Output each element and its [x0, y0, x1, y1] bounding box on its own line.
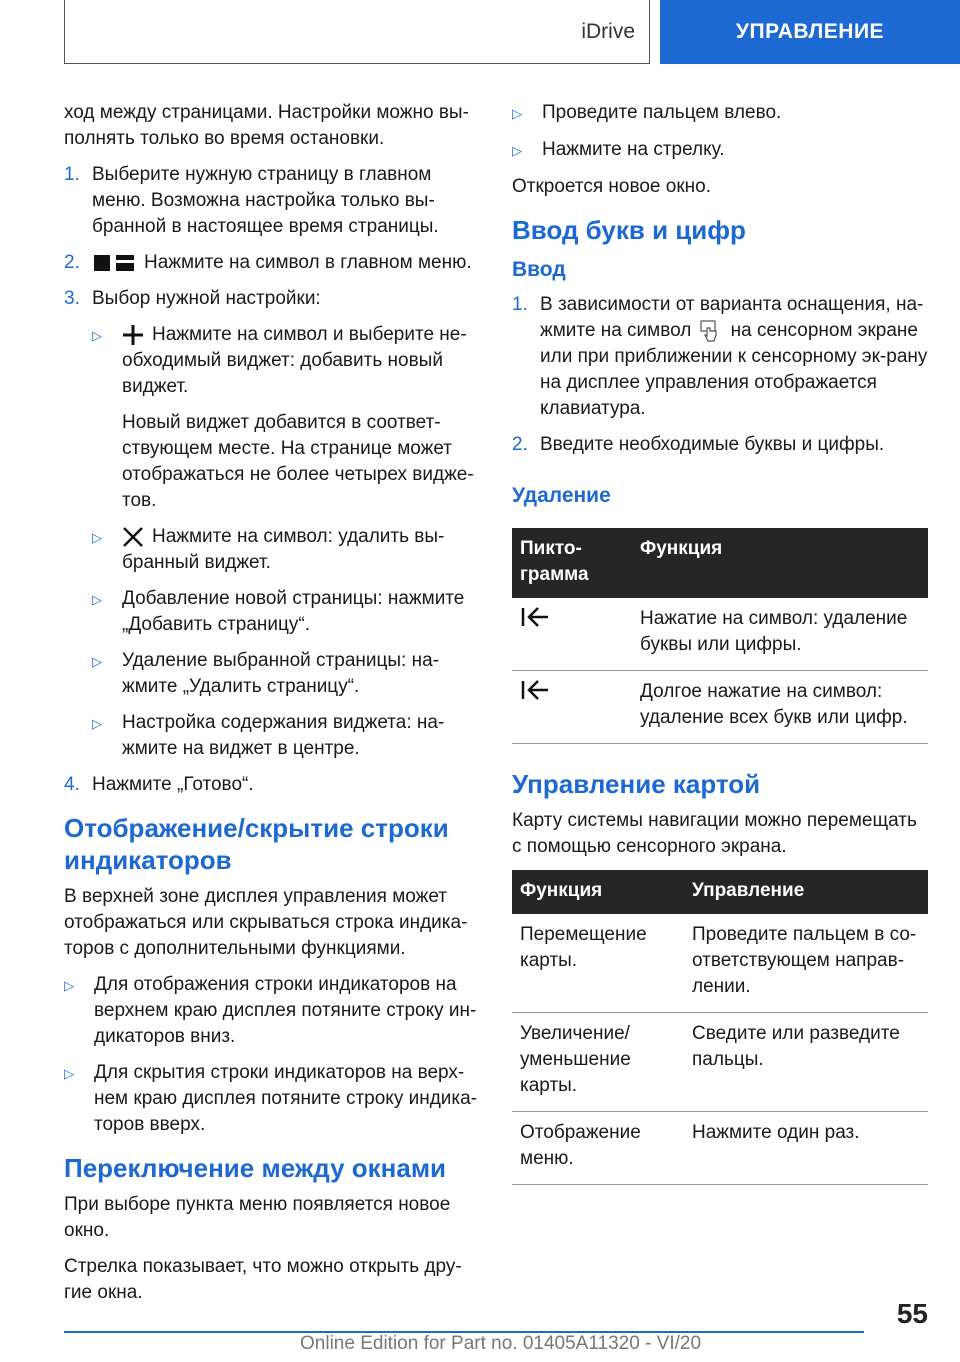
bullet-swipe-left: [512, 100, 928, 127]
step-text: Нажмите „Готово“.: [92, 774, 254, 795]
bullet-show-status: [64, 972, 482, 1050]
triangle-bullet-icon: ▷: [92, 328, 102, 343]
bullet-add-widget: [92, 322, 482, 400]
table-cell: Долгое нажатие на символ: удаление всех букв или цифр.: [632, 671, 928, 744]
col-header-function: Функция: [512, 870, 684, 914]
table-row: [512, 598, 928, 671]
subheading-vvod: Ввод: [512, 258, 566, 281]
backspace-icon: [520, 679, 550, 701]
bullet-text: Нажмите на символ и выберите не-обходимый виджет: добавить новый виджет.: [122, 324, 467, 397]
bullet-subtext: Новый виджет добавится в соответ-ствующем месте. На странице может отображаться не более четырех видже-тов.: [122, 412, 474, 511]
step-text: Выберите нужную страницу в главном меню. Возможна настройка только вы-бранной в настоящее время страницы.: [92, 164, 439, 237]
step-2: [64, 250, 482, 276]
step-text: В зависимости от варианта оснащения, на-жмите на символ: [540, 294, 924, 341]
bullet-hide-status: [64, 1060, 482, 1138]
input-step-2: [512, 432, 928, 458]
table-row: [512, 1013, 928, 1112]
subheading-delete: Удаление: [512, 484, 611, 507]
table-cell: Нажатие на символ: удаление буквы или цифры.: [632, 598, 928, 671]
bullet-text: Проведите пальцем влево.: [542, 102, 782, 123]
touch-hand-icon: [697, 319, 723, 343]
step-text: Выбор нужной настройки:: [92, 288, 321, 309]
input-step-1: [512, 292, 928, 422]
map-text: Карту системы навигации можно перемещать с помощью сенсорного экрана.: [512, 810, 917, 857]
intro-text: ход между страницами. Настройки можно вы-полнять только во время остановки.: [64, 102, 469, 149]
bullet-text: Удаление выбранной страницы: на-жмите „Удалить страницу“.: [122, 650, 439, 697]
bullet-tap-arrow: [512, 137, 928, 164]
table-cell: Проведите пальцем в со-ответствующем направ-лении.: [684, 914, 928, 1013]
bullet-text: Для отображения строки индикаторов на верхнем краю дисплея потяните строку ин-дикаторов вниз.: [94, 974, 477, 1047]
col-header-control: Управление: [684, 870, 928, 914]
bullet-remove-widget: [92, 524, 482, 576]
header-chapter-box: [660, 0, 960, 64]
bullet-text: Нажмите на символ: удалить вы-бранный виджет.: [122, 526, 445, 573]
step-number: 4.: [64, 774, 80, 795]
triangle-bullet-icon: ▷: [64, 978, 74, 993]
triangle-bullet-icon: ▷: [92, 716, 102, 731]
col-header-function: Функция: [632, 528, 928, 598]
backspace-icon: [520, 606, 550, 628]
heading-switch-windows: Переключение между окнами: [64, 1153, 447, 1183]
new-window-text: Откроется новое окно.: [512, 176, 711, 197]
table-row: [512, 1112, 928, 1185]
step-3: [64, 286, 482, 312]
heading-map-control: Управление картой: [512, 769, 761, 799]
page-number: 55: [896, 1298, 928, 1329]
header-chapter-label: УПРАВЛЕНИЕ: [735, 20, 885, 43]
right-column: [512, 100, 928, 1185]
triangle-bullet-icon: ▷: [92, 654, 102, 669]
step-number: 2.: [64, 252, 80, 273]
step-number: 2.: [512, 434, 528, 455]
triangle-bullet-icon: ▷: [92, 592, 102, 607]
bullet-text: Добавление новой страницы: нажмите „Добавить страницу“.: [122, 588, 465, 635]
step-number: 1.: [64, 164, 80, 185]
table-cell: Сведите или разведите пальцы.: [684, 1013, 928, 1112]
table-cell: Отображение меню.: [512, 1112, 684, 1185]
step-text: Введите необходимые буквы и цифры.: [540, 434, 885, 455]
header-section-label: iDrive: [581, 19, 635, 43]
heading-input: Ввод букв и цифр: [512, 215, 746, 245]
status-bar-text: В верхней зоне дисплея управления может отображаться или скрываться строка индика-торов с дополнительными функциями.: [64, 886, 468, 959]
bullet-text: Для скрытия строки индикаторов на верх-нем краю дисплея потяните строку индика-торов вверх.: [94, 1062, 478, 1135]
switch-text-1: При выборе пункта меню появляется новое окно.: [64, 1194, 451, 1241]
close-icon: [122, 526, 144, 548]
heading-status-bar: Отображение/скрытие строки индикаторов: [64, 813, 449, 875]
switch-text-2: Стрелка показывает, что можно открыть дру-гие окна.: [64, 1256, 462, 1303]
step-4: [64, 772, 482, 798]
page-header: [64, 0, 960, 64]
bullet-text: Нажмите на стрелку.: [542, 139, 725, 160]
triangle-bullet-icon: ▷: [512, 106, 522, 121]
step-1: [64, 162, 482, 240]
menu-grid-icon: [92, 252, 136, 274]
triangle-bullet-icon: ▷: [92, 530, 102, 545]
table-row: [512, 914, 928, 1013]
delete-table: [512, 528, 928, 744]
left-column: [64, 100, 482, 1316]
triangle-bullet-icon: ▷: [512, 143, 522, 158]
bullet-delete-page: [92, 648, 482, 700]
col-header-icon: Пикто-грамма: [512, 528, 632, 598]
step-number: 3.: [64, 288, 80, 309]
table-cell: Перемещение карты.: [512, 914, 684, 1013]
edition-text: Online Edition for Part no. 01405A11320 - VI/20: [300, 1333, 702, 1354]
header-section-box: [64, 0, 650, 64]
bullet-text: Настройка содержания виджета: на-жмите на виджет в центре.: [122, 712, 445, 759]
step-text: Нажмите на символ в главном меню.: [144, 252, 472, 273]
step-number: 1.: [512, 294, 528, 315]
bullet-widget-content: [92, 710, 482, 762]
map-table: [512, 870, 928, 1185]
table-cell: Увеличение/ уменьшение карты.: [512, 1013, 684, 1112]
bullet-add-page: [92, 586, 482, 638]
triangle-bullet-icon: ▷: [64, 1066, 74, 1081]
table-row: [512, 671, 928, 744]
plus-icon: [122, 324, 144, 346]
table-cell: Нажмите один раз.: [684, 1112, 928, 1185]
step-text-cont: на сенсорном экране или при приближении к сенсорному эк-рану на дисплее управления отображается клавиатура.: [540, 320, 928, 419]
